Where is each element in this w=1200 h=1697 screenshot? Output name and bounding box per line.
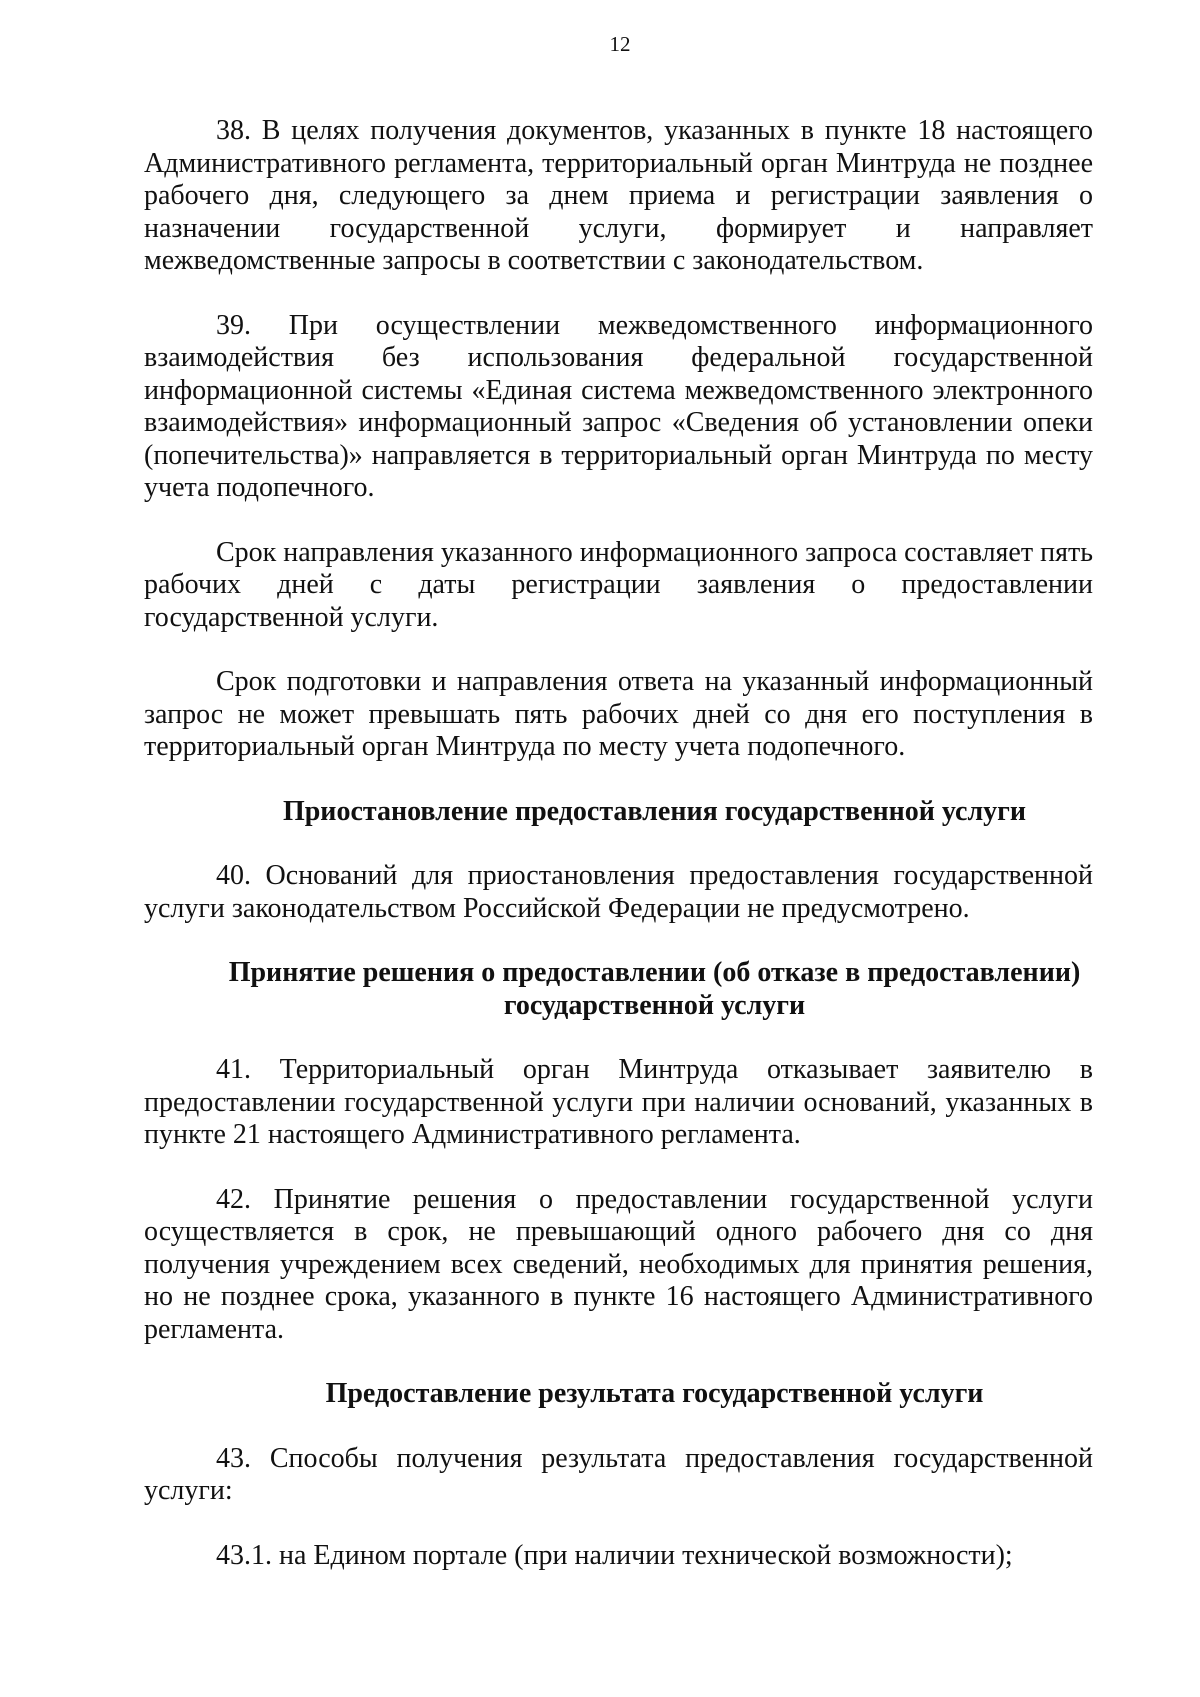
paragraph-39: 39. При осуществлении межведомственного информационного взаимодействия без использования федеральной государственной информационной системы «Единая система межведомственного электронного взаимодействия» информационный запрос «Сведения об установлении опеки (попечительства)» направляется в территориальный орган Минтруда по месту учета подопечного. (144, 309, 1093, 503)
paragraph-39-response-deadline: Срок подготовки и направления ответа на указанный информационный запрос не может превышать пять рабочих дней со дня его поступления в территориальный орган Минтруда по месту учета подопечного. (144, 666, 1093, 762)
section-heading-result: Предоставление результата государственной услуги (325, 1378, 984, 1409)
paragraph-42: 42. Принятие решения о предоставлении государственной услуги осуществляется в срок, не превышающий одного рабочего дня со дня получения учреждением всех сведений, необходимых для принятия решения, но не позднее срока, указанного в пункте 16 настоящего Административного регламента. (144, 1183, 1093, 1345)
page-number: 12 (609, 32, 631, 56)
paragraph-43-1: 43.1. на Едином портале (при наличии технической возможности); (216, 1539, 1013, 1571)
section-heading-decision: Принятие решения о предоставлении (об отказе в предоставлении) государственной услуги (228, 957, 1081, 1021)
paragraph-41: 41. Территориальный орган Минтруда отказывает заявителю в предоставлении государственной услуги при наличии оснований, указанных в пункте 21 настоящего Административного регламента. (144, 1054, 1093, 1150)
paragraph-43: 43. Способы получения результата предоставления государственной услуги: (144, 1442, 1093, 1506)
document-body (144, 115, 1093, 1604)
paragraph-38: 38. В целях получения документов, указанных в пункте 18 настоящего Административного регламента, территориальный орган Минтруда не позднее рабочего дня, следующего за днем приема и регистрации заявления о назначении государственной услуги, формирует и направляет межведомственные запросы в соответствии с законодательством. (144, 115, 1093, 276)
section-heading-suspension: Приостановление предоставления государственной услуги (282, 795, 1027, 827)
paragraph-39-deadline: Срок направления указанного информационного запроса составляет пять рабочих дней с даты регистрации заявления о предоставлении государственной услуги. (144, 536, 1093, 633)
paragraph-40: 40. Оснований для приостановления предоставления государственной услуги законодательством Российской Федерации не предусмотрено. (144, 860, 1093, 924)
